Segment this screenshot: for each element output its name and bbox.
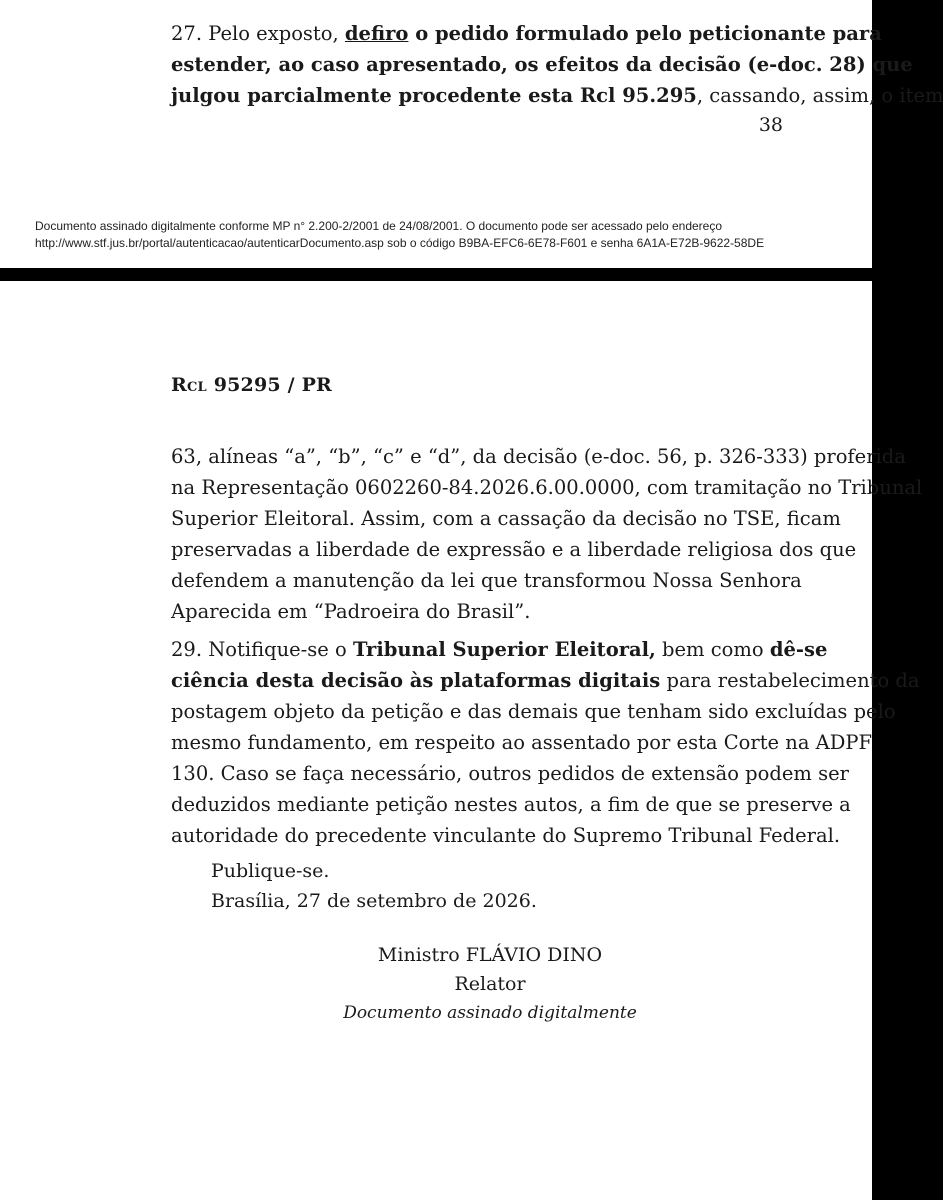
text-line xyxy=(171,80,943,111)
text-run: 130. Caso se faça necessário, outros pedidos de extensão podem ser xyxy=(171,762,849,785)
text-run: julgou parcialmente procedente esta Rcl 95.295 xyxy=(171,84,697,107)
text-line: defendem a manutenção da lei que transformou Nossa Senhora xyxy=(171,569,802,592)
text-line: na Representação 0602260-84.2026.6.00.0000, com tramitação no Tribunal xyxy=(171,476,923,499)
text-run: o pedido formulado pelo peticionante para xyxy=(408,22,882,45)
publique-se: Publique-se. xyxy=(211,860,330,882)
page-number: 38 xyxy=(758,114,783,136)
text-line: Superior Eleitoral. Assim, com a cassação da decisão no TSE, ficam xyxy=(171,507,841,530)
paragraph-27 xyxy=(171,18,943,111)
text-line: 63, alíneas “a”, “b”, “c” e “d”, da decisão (e-doc. 56, p. 326-333) proferida xyxy=(171,445,906,468)
case-type: Rcl xyxy=(171,374,207,396)
text-run: ciência desta decisão às plataformas digitais xyxy=(171,669,661,692)
case-number: 95295 / PR xyxy=(206,374,333,396)
document-page-top xyxy=(0,0,943,268)
text-line xyxy=(171,18,882,49)
paragraph-continuation xyxy=(171,441,923,627)
digital-signature-footer xyxy=(35,218,764,252)
text-run: para restabelecimento da xyxy=(660,669,920,692)
text-line xyxy=(171,789,851,820)
text-line xyxy=(171,49,913,80)
place-and-date: Brasília, 27 de setembro de 2026. xyxy=(211,890,537,912)
signer-name: Ministro FLÁVIO DINO xyxy=(377,944,603,966)
signer-role: Relator xyxy=(454,973,526,995)
case-reference-header xyxy=(171,374,332,396)
footer-line-1: Documento assinado digitalmente conforme MP n° 2.200-2/2001 de 24/08/2001. O documento pode ser acessado pelo endereço xyxy=(35,219,723,233)
text-line: Aparecida em “Padroeira do Brasil”. xyxy=(171,600,531,623)
text-line xyxy=(171,758,849,789)
text-run: 29. Notifique-se o xyxy=(171,638,353,661)
text-run: estender, ao caso apresentado, os efeitos da decisão (e-doc. 28) que xyxy=(171,53,913,76)
text-run: Tribunal Superior Eleitoral, xyxy=(352,638,656,661)
text-run: bem como xyxy=(655,638,770,661)
text-line xyxy=(171,665,920,696)
text-run: mesmo fundamento, em respeito ao assentado por esta Corte na ADPF xyxy=(171,731,873,754)
signature-block xyxy=(300,941,680,1028)
text-run: autoridade do precedente vinculante do Supremo Tribunal Federal. xyxy=(171,824,841,847)
text-line: preservadas a liberdade de expressão e a liberdade religiosa dos que xyxy=(171,538,857,561)
paragraph-29 xyxy=(171,634,920,851)
footer-link-line[interactable]: http://www.stf.jus.br/portal/autenticacao/autenticarDocumento.asp sob o código B9BA-EFC6-6E78-F601 e senha 6A1A-E72B-9622-58DE xyxy=(35,236,765,250)
text-run: defiro xyxy=(344,22,409,45)
text-run: dê-se xyxy=(769,638,828,661)
text-run: 27. Pelo exposto, xyxy=(171,22,345,45)
text-line xyxy=(171,820,841,851)
text-line xyxy=(171,727,873,758)
text-run: , cassando, assim, o item xyxy=(696,84,943,107)
text-line xyxy=(171,696,896,727)
text-run: deduzidos mediante petição nestes autos, a fim de que se preserve a xyxy=(171,793,851,816)
signature-note: Documento assinado digitalmente xyxy=(343,1003,637,1023)
text-run: postagem objeto da petição e das demais que tenham sido excluídas pelo xyxy=(171,700,896,723)
text-line xyxy=(171,634,828,665)
